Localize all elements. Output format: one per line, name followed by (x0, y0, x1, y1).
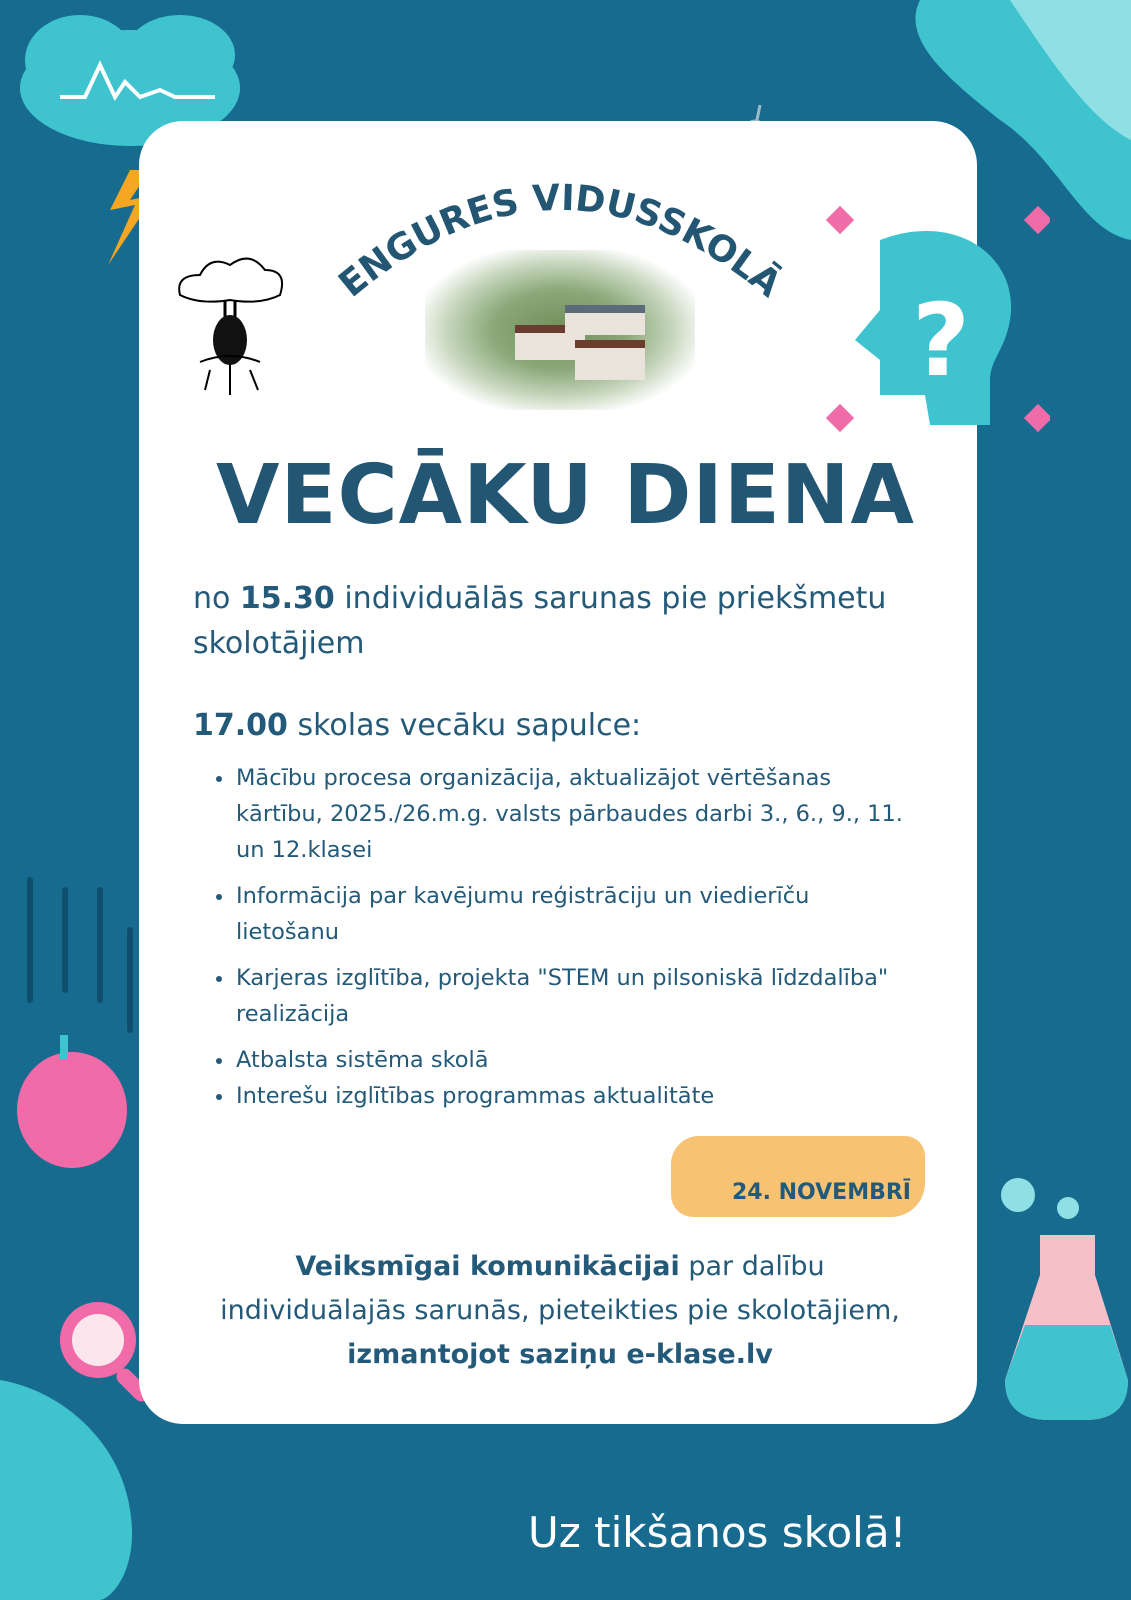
date-badge: 24. NOVEMBRĪ (671, 1136, 925, 1217)
individual-talks-text: no 15.30 individuālās sarunas pie priekšmetu skolotājiem (193, 581, 887, 661)
list-item: Atbalsta sistēma skolā (236, 1042, 916, 1078)
agenda-list (236, 760, 916, 1124)
closing-text: Uz tikšanos skolā! (528, 1508, 907, 1557)
school-building-photo (425, 250, 695, 410)
head-question-icon (820, 200, 1050, 440)
svg-text:ENGURES VIDUSSKOLĀ: ENGURES VIDUSSKOLĀ (331, 177, 789, 306)
school-logo-owl-tree (170, 250, 290, 395)
flask-icon (1001, 1178, 1128, 1420)
svg-text:?: ? (912, 282, 971, 399)
bottom-left-wave (0, 1380, 132, 1600)
list-item: Interešu izglītības programmas aktualitāte (236, 1078, 916, 1114)
list-item: Mācību procesa organizācija, aktualizājot vērtēšanas kārtību, 2025./26.m.g. valsts pārbaudes darbi 3., 6., 9., 11. un 12.klasei (236, 760, 916, 868)
apple-icon (17, 1035, 127, 1168)
page-title: VECĀKU DIENA (215, 448, 916, 543)
list-item: Informācija par kavējumu reģistrāciju un viedierīču lietošanu (236, 878, 916, 950)
registration-note: Veiksmīgai komunikācijai par dalību individuālajās sarunās, pieteikties pie skolotājiem, izmantojot saziņu e-klase.lv (220, 1251, 900, 1370)
list-item: Karjeras izglītība, projekta "STEM un pilsoniskā līdzdalība" realizācija (236, 960, 916, 1032)
meeting-heading: 17.00 skolas vecāku sapulce: (193, 708, 642, 743)
